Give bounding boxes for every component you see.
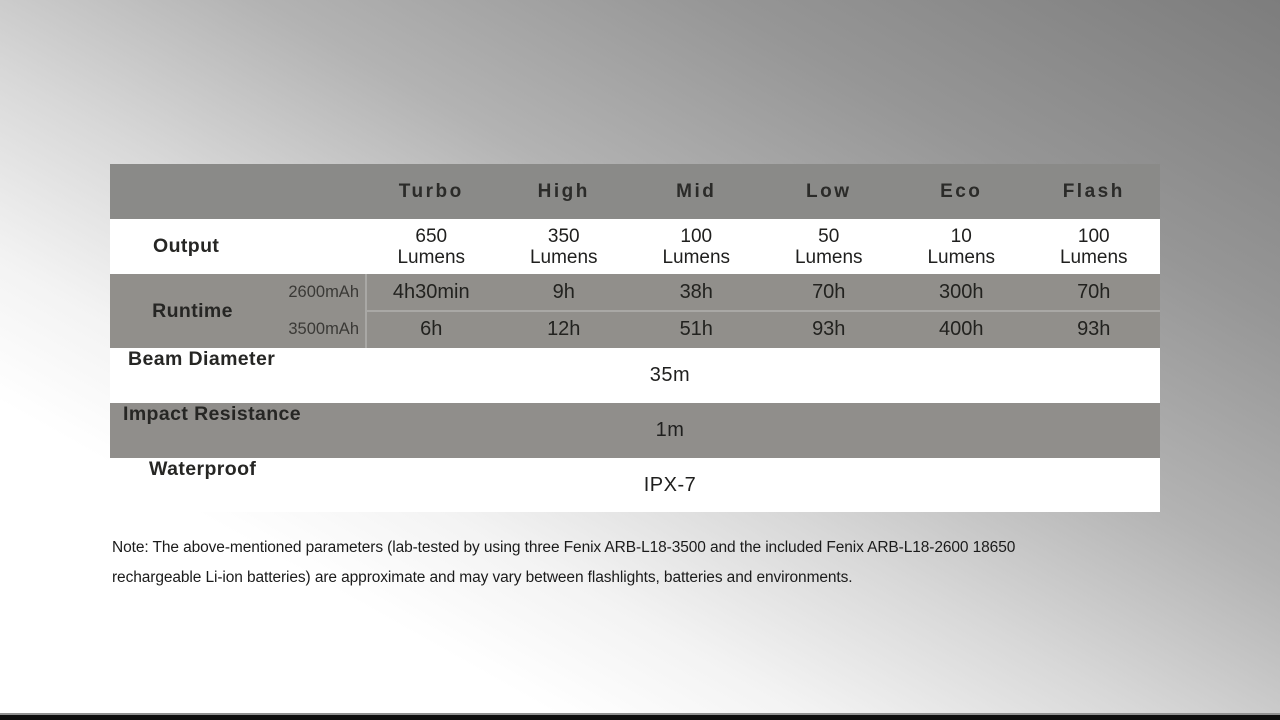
beam-diameter-row — [110, 348, 1160, 403]
runtime-values-area — [365, 274, 1160, 348]
output-lumens-unit: Lumens — [662, 246, 731, 268]
output-lumens-value: 50 — [818, 225, 840, 247]
output-lumens-value: 350 — [547, 225, 580, 247]
output-lumens-unit: Lumens — [794, 246, 863, 268]
runtime-2600-turbo: 4h30min — [392, 281, 470, 303]
beam-diameter-value: 35m — [649, 364, 691, 386]
runtime-section — [110, 274, 1160, 348]
output-row — [110, 219, 1160, 274]
output-lumens-value: 10 — [950, 225, 972, 247]
impact-resistance-row — [110, 403, 1160, 458]
battery-3500mah-label: 3500mAh — [288, 320, 359, 338]
runtime-2600-low: 70h — [812, 281, 846, 303]
impact-resistance-value: 1m — [655, 419, 685, 441]
output-lumens-unit: Lumens — [397, 246, 466, 268]
header-mode-eco: Eco — [940, 180, 983, 202]
runtime-3500-eco: 400h — [939, 318, 984, 340]
waterproof-label: Waterproof — [149, 458, 257, 480]
runtime-2600-eco: 300h — [939, 281, 984, 303]
header-mode-flash: Flash — [1062, 180, 1125, 202]
bottom-border-bar — [0, 713, 1280, 720]
output-row-label: Output — [153, 235, 220, 257]
output-lumens-value: 100 — [680, 225, 713, 247]
table-header-row — [110, 164, 1160, 219]
runtime-3500-turbo: 6h — [420, 318, 443, 340]
runtime-2600-flash: 70h — [1077, 281, 1111, 303]
output-value-flash — [1028, 219, 1161, 274]
output-value-low — [763, 219, 896, 274]
runtime-3500-mid: 51h — [679, 318, 713, 340]
output-lumens-unit: Lumens — [529, 246, 598, 268]
footnote-line-1: Note: The above-mentioned parameters (lab-tested by using three Fenix ARB-L18-3500 and the included Fenix ARB-L18-2600 18650 — [112, 539, 1016, 556]
runtime-3500-flash: 93h — [1077, 318, 1111, 340]
runtime-row-2600 — [365, 274, 1160, 311]
footnote-line-2: rechargeable Li-ion batteries) are approximate and may vary between flashlights, batteries and environments. — [112, 569, 853, 586]
header-mode-turbo: Turbo — [398, 180, 464, 202]
runtime-3500-high: 12h — [547, 318, 581, 340]
output-value-mid — [630, 219, 763, 274]
output-lumens-unit: Lumens — [1059, 246, 1128, 268]
runtime-battery-column — [275, 274, 365, 348]
runtime-row-3500 — [365, 311, 1160, 348]
output-lumens-value: 650 — [415, 225, 448, 247]
spec-table — [110, 164, 1160, 512]
runtime-2600-high: 9h — [552, 281, 575, 303]
runtime-2600-mid: 38h — [679, 281, 713, 303]
runtime-horizontal-divider — [365, 310, 1160, 312]
header-label-spacer — [110, 164, 365, 219]
header-mode-mid: Mid — [676, 180, 717, 202]
output-value-turbo — [365, 219, 498, 274]
impact-resistance-label: Impact Resistance — [123, 403, 302, 425]
battery-2600mah-label: 2600mAh — [288, 283, 359, 301]
runtime-3500-low: 93h — [812, 318, 846, 340]
runtime-label-area — [110, 274, 365, 348]
waterproof-value: IPX-7 — [643, 473, 697, 496]
header-mode-high: High — [537, 180, 590, 202]
beam-diameter-label: Beam Diameter — [128, 348, 276, 370]
footnote — [112, 533, 1182, 593]
output-lumens-unit: Lumens — [927, 246, 996, 268]
output-value-eco — [895, 219, 1028, 274]
waterproof-row — [110, 458, 1160, 512]
runtime-row-label: Runtime — [152, 299, 233, 322]
header-mode-low: Low — [806, 180, 852, 202]
runtime-vertical-divider — [365, 274, 367, 348]
output-value-high — [498, 219, 631, 274]
output-lumens-value: 100 — [1077, 225, 1110, 247]
